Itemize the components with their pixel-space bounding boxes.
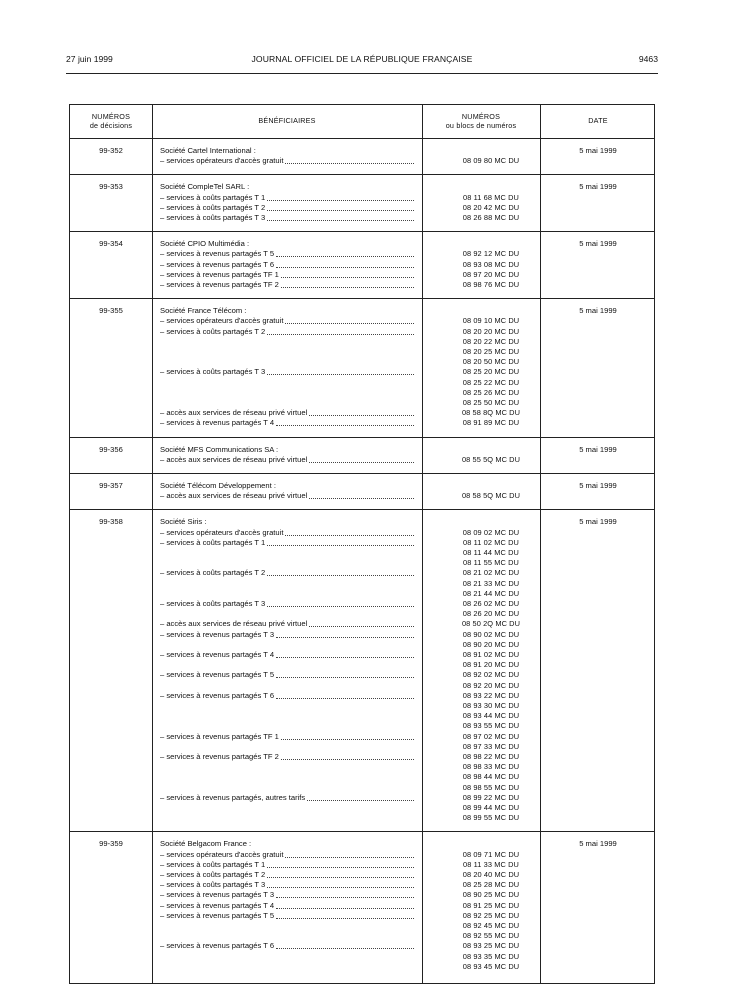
dot-leader (281, 268, 414, 278)
number-block: 08 98 55 MC DU (462, 782, 520, 792)
number-block: 08 93 35 MC DU (462, 951, 520, 961)
dot-leader (285, 154, 414, 164)
beneficiary-name-text: Société MFS Communications SA : (160, 444, 279, 454)
beneficiary-name-text: Société Siris : (160, 517, 207, 527)
service-label-text: – services opérateurs d'accès gratuit (160, 849, 284, 859)
service-label-text: – services opérateurs d'accès gratuit (160, 156, 284, 166)
service-label-text: – services à revenus partagés TF 1 (160, 269, 279, 279)
service-label-text: – services à revenus partagés TF 2 (160, 751, 279, 761)
dot-leader (276, 648, 414, 658)
service-label-text: – services à revenus partagés T 5 (160, 910, 275, 920)
number-block: 08 21 02 MC DU (462, 568, 520, 578)
table-row (152, 579, 656, 589)
table-row (152, 701, 656, 711)
number-block: 08 25 22 MC DU (462, 377, 520, 387)
service-label-text: – accès aux services de réseau privé virtuel (160, 619, 308, 629)
decision-date: 5 mai 1999 (579, 146, 617, 155)
number-block: 08 93 55 MC DU (462, 721, 520, 731)
beneficiary-name-text: Société CPIO Multimédia : (160, 239, 250, 249)
table-row (152, 418, 656, 428)
header-rule (66, 73, 658, 74)
number-block: 08 25 28 MC DU (462, 880, 520, 890)
table-row (152, 941, 656, 951)
service-label-text: – accès aux services de réseau privé virtuel (160, 408, 308, 418)
decision-date: 5 mai 1999 (579, 517, 617, 527)
service-label-text: – services à coûts partagés T 3 (160, 367, 266, 377)
number-block: 08 92 12 MC DU (462, 249, 520, 259)
decision-date: 5 mai 1999 (579, 306, 617, 316)
service-label-text: – services opérateurs d'accès gratuit (160, 527, 284, 537)
service-label-text: – services à coûts partagés T 2 (160, 869, 266, 879)
number-block: 08 26 20 MC DU (462, 609, 520, 619)
table-row (152, 732, 656, 742)
table-row (152, 762, 656, 772)
dot-leader (307, 791, 414, 801)
number-block: 08 90 25 MC DU (462, 890, 520, 900)
number-block: 08 90 20 MC DU (462, 639, 520, 649)
col-header-beneficiaires-label: BÉNÉFICIAIRES (258, 116, 316, 126)
table-row (152, 952, 656, 962)
table-row-group (70, 831, 654, 980)
dot-leader (267, 597, 414, 607)
dot-leader (267, 536, 414, 546)
decision-date: 5 mai 1999 (579, 444, 617, 454)
number-block: 08 20 20 MC DU (462, 326, 520, 336)
table-row (152, 962, 656, 972)
table-header (70, 105, 654, 138)
service-label-text: – services à revenus partagés T 5 (160, 249, 275, 259)
dot-leader (309, 453, 414, 463)
table-row (152, 630, 656, 640)
table-row (152, 548, 656, 558)
number-block: 08 11 68 MC DU (463, 192, 519, 202)
number-block: 08 11 55 MC DU (463, 558, 519, 568)
service-label-text: – accès aux services de réseau privé virtuel (160, 491, 308, 501)
number-block: 08 25 50 MC DU (462, 397, 520, 407)
col-header-decisions (70, 105, 152, 138)
number-block: 08 55 5Q MC DU (461, 454, 521, 464)
page-number: 9463 (638, 54, 658, 64)
table-row-group (70, 138, 654, 174)
number-block: 08 91 25 MC DU (462, 900, 520, 910)
issue-date: 27 juin 1999 (66, 54, 113, 64)
dot-leader (276, 258, 414, 268)
dot-leader (281, 278, 414, 288)
service-label-text: – services à coûts partagés T 3 (160, 212, 266, 222)
table-row (152, 691, 656, 701)
number-block: 08 20 22 MC DU (462, 336, 520, 346)
table-row (152, 388, 656, 398)
decision-number: 99-357 (99, 481, 123, 490)
service-label-text: – services à coûts partagés T 2 (160, 568, 266, 578)
table-row (152, 670, 656, 680)
table-row (152, 213, 656, 223)
decision-date: 5 mai 1999 (579, 481, 617, 490)
number-block: 08 93 08 MC DU (462, 259, 520, 269)
col-header-decisions-line1: NUMÉROS (91, 111, 131, 121)
number-block: 08 99 22 MC DU (462, 792, 520, 802)
dot-leader (276, 668, 414, 678)
service-label-text: – services à coûts partagés T 1 (160, 537, 266, 547)
decision-number: 99-359 (99, 839, 123, 849)
dot-leader (267, 365, 414, 375)
dot-leader (285, 314, 414, 324)
number-block: 08 97 33 MC DU (462, 741, 520, 751)
dot-leader (276, 899, 414, 909)
service-label-text: – services à revenus partagés, autres tarifs (160, 792, 306, 802)
service-label-text: – services opérateurs d'accès gratuit (160, 316, 284, 326)
table-row (152, 752, 656, 762)
decision-number: 99-353 (99, 182, 123, 192)
service-label-text: – services à revenus partagés TF 2 (160, 279, 279, 289)
decision-number: 99-352 (99, 146, 123, 155)
number-block: 08 98 44 MC DU (462, 772, 520, 782)
number-block: 08 20 40 MC DU (462, 869, 520, 879)
decision-number: 99-355 (99, 306, 123, 316)
table-row (152, 803, 656, 813)
table-row-group (70, 298, 654, 436)
beneficiary-name-text: Société France Télécom : (160, 306, 247, 316)
service-label-text: – services à revenus partagés T 6 (160, 690, 275, 700)
table-row (152, 711, 656, 721)
number-block: 08 58 5Q MC DU (461, 491, 521, 501)
journal-title: JOURNAL OFFICIEL DE LA RÉPUBLIQUE FRANÇAISE (251, 54, 473, 64)
dot-leader (285, 848, 414, 858)
dot-leader (276, 628, 414, 638)
running-header (66, 54, 658, 70)
table-row-group (70, 174, 654, 231)
number-block: 08 92 45 MC DU (462, 920, 520, 930)
number-block: 08 11 33 MC DU (463, 859, 519, 869)
table-row (152, 280, 656, 290)
number-block: 08 25 20 MC DU (462, 367, 520, 377)
table-row-group (70, 437, 654, 473)
table-row (152, 367, 656, 377)
number-block: 08 93 45 MC DU (462, 961, 520, 971)
service-label-text: – services à revenus partagés T 3 (160, 629, 275, 639)
number-block: 08 91 20 MC DU (462, 660, 520, 670)
number-block: 08 92 55 MC DU (462, 931, 520, 941)
number-block: 08 09 71 MC DU (462, 849, 520, 859)
number-block: 08 26 88 MC DU (462, 212, 520, 222)
table-row (152, 538, 656, 548)
col-header-blocs-line2: ou blocs de numéros (445, 120, 517, 130)
table-row (152, 156, 656, 166)
table-row (152, 455, 656, 465)
number-block: 08 97 02 MC DU (462, 731, 520, 741)
service-label-text: – services à revenus partagés T 4 (160, 900, 275, 910)
table-row (152, 599, 656, 609)
dot-leader (267, 211, 414, 221)
col-header-date-label: DATE (588, 116, 608, 126)
table-row (152, 921, 656, 931)
table-row (152, 568, 656, 578)
number-block: 08 90 02 MC DU (462, 629, 520, 639)
number-block: 08 93 44 MC DU (462, 711, 520, 721)
col-header-blocs (422, 105, 540, 138)
service-label-text: – services à coûts partagés T 1 (160, 192, 266, 202)
number-block: 08 91 89 MC DU (462, 418, 520, 428)
dot-leader (267, 858, 414, 868)
table-row (152, 772, 656, 782)
service-label-text: – services à revenus partagés T 6 (160, 259, 275, 269)
table-row (152, 650, 656, 660)
number-block: 08 98 22 MC DU (462, 751, 520, 761)
dot-leader (276, 888, 414, 898)
beneficiary-name-text: Société Belgacom France : (160, 839, 252, 849)
decision-date: 5 mai 1999 (579, 239, 617, 249)
decision-date: 5 mai 1999 (579, 182, 617, 192)
number-block: 08 93 22 MC DU (462, 690, 520, 700)
dot-leader (276, 689, 414, 699)
service-label-text: – services à revenus partagés T 6 (160, 941, 275, 951)
dot-leader (267, 868, 414, 878)
number-block: 08 11 44 MC DU (463, 547, 519, 557)
dot-leader (267, 878, 414, 888)
dot-leader (309, 489, 414, 499)
number-block: 08 26 02 MC DU (462, 598, 520, 608)
col-header-decisions-line2: de décisions (89, 120, 133, 130)
decisions-table (69, 104, 655, 984)
number-block: 08 09 10 MC DU (462, 316, 520, 326)
dot-leader (267, 325, 414, 335)
number-block: 08 91 02 MC DU (462, 649, 520, 659)
dot-leader (276, 416, 414, 426)
service-label-text: – services à coûts partagés T 3 (160, 598, 266, 608)
dot-leader (276, 909, 414, 919)
dot-leader (276, 247, 414, 257)
dot-leader (309, 406, 414, 416)
dot-leader (276, 939, 414, 949)
col-header-beneficiaires (152, 105, 422, 138)
number-block: 08 99 44 MC DU (462, 802, 520, 812)
number-block: 08 11 02 MC DU (463, 537, 519, 547)
table-row-group (70, 473, 654, 509)
number-block: 08 92 02 MC DU (462, 670, 520, 680)
number-block: 08 93 30 MC DU (462, 700, 520, 710)
service-label-text: – services à coûts partagés T 2 (160, 326, 266, 336)
beneficiary-name-text: Société Télécom Développement : (160, 481, 276, 490)
number-block: 08 98 76 MC DU (462, 279, 520, 289)
table-row (152, 337, 656, 347)
decision-date: 5 mai 1999 (579, 839, 617, 849)
decision-number: 99-358 (99, 517, 123, 527)
dot-leader (285, 526, 414, 536)
service-label-text: – services à revenus partagés T 3 (160, 890, 275, 900)
dot-leader (281, 730, 414, 740)
table-row (152, 378, 656, 388)
number-block: 08 25 26 MC DU (462, 387, 520, 397)
table-row (152, 347, 656, 357)
dot-leader (267, 566, 414, 576)
service-label-text: – services à coûts partagés T 3 (160, 880, 266, 890)
col-header-blocs-line1: NUMÉROS (461, 111, 501, 121)
number-block: 08 20 50 MC DU (462, 357, 520, 367)
table-row (152, 793, 656, 803)
number-block: 08 93 25 MC DU (462, 941, 520, 951)
decision-number: 99-354 (99, 239, 123, 249)
number-block: 08 09 80 MC DU (462, 156, 520, 166)
number-block: 08 21 33 MC DU (462, 578, 520, 588)
table-row (152, 813, 656, 823)
table-row (152, 911, 656, 921)
number-block: 08 98 33 MC DU (462, 762, 520, 772)
table-row (152, 327, 656, 337)
service-label-text: – services à revenus partagés TF 1 (160, 731, 279, 741)
service-label-text: – accès aux services de réseau privé virtuel (160, 454, 308, 464)
number-block: 08 92 20 MC DU (462, 680, 520, 690)
beneficiary-name-text: Société Cartel International : (160, 146, 256, 155)
number-block: 08 50 2Q MC DU (461, 619, 521, 629)
number-block: 08 97 20 MC DU (462, 269, 520, 279)
number-block: 08 58 8Q MC DU (461, 408, 521, 418)
dot-leader (281, 750, 414, 760)
service-label-text: – services à coûts partagés T 1 (160, 859, 266, 869)
dot-leader (309, 617, 414, 627)
service-label-text: – services à revenus partagés T 4 (160, 649, 275, 659)
dot-leader (267, 191, 414, 201)
service-label-text: – services à revenus partagés T 5 (160, 670, 275, 680)
table-row-group (70, 509, 654, 831)
number-block: 08 20 25 MC DU (462, 346, 520, 356)
decision-number: 99-356 (99, 444, 123, 454)
number-block: 08 99 55 MC DU (462, 813, 520, 823)
dot-leader (267, 201, 414, 211)
service-label-text: – services à revenus partagés T 4 (160, 418, 275, 428)
beneficiary-name-text: Société CompleTel SARL : (160, 182, 250, 192)
table-row (152, 491, 656, 501)
table-row-group (70, 231, 654, 298)
number-block: 08 92 25 MC DU (462, 910, 520, 920)
service-label-text: – services à coûts partagés T 2 (160, 202, 266, 212)
col-header-date (540, 105, 656, 138)
number-block: 08 09 02 MC DU (462, 527, 520, 537)
number-block: 08 20 42 MC DU (462, 202, 520, 212)
number-block: 08 21 44 MC DU (462, 588, 520, 598)
